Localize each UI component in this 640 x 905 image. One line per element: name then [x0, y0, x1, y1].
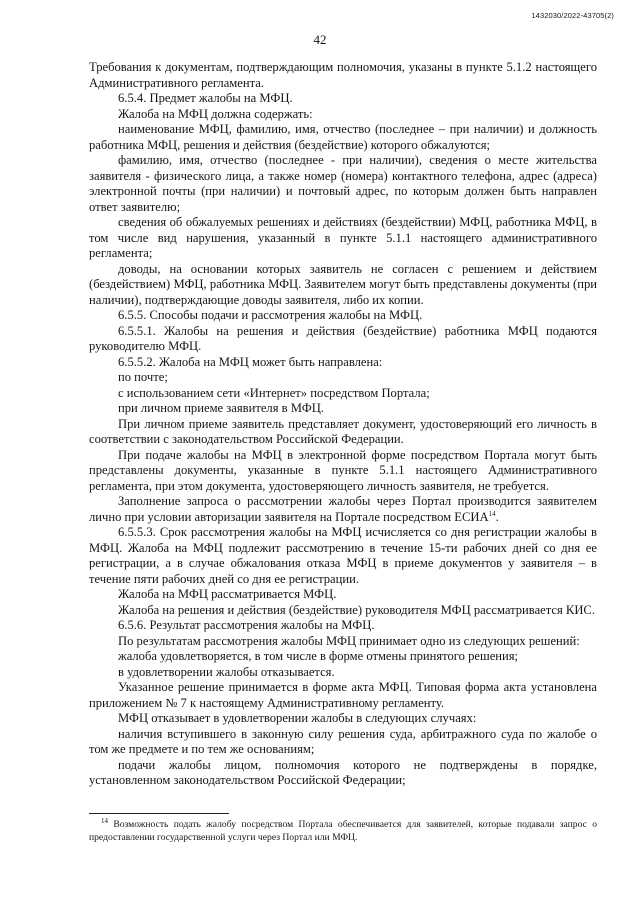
paragraph	[89, 60, 597, 91]
paragraph	[89, 603, 597, 619]
paragraph-text: По результатам рассмотрения жалобы МФЦ принимает одно из следующих решений:	[118, 633, 580, 648]
paragraph	[89, 665, 597, 681]
paragraph-text: 6.5.5.3. Срок рассмотрения жалобы на МФЦ исчисляется со дня регистрации жалобы в МФЦ. Жалоба на МФЦ подлежит рассмотрению в течение 15-ти рабочих дней со дня ее регистрации, а в случае обжалования отказа МФЦ в приеме документов у заявителя – в течение пяти рабочих дней со дня ее регистрации.	[89, 525, 597, 586]
paragraph-text: фамилию, имя, отчество (последнее - при наличии), сведения о месте жительства заявителя - физического лица, а также номер (номера) контактного телефона, адрес (адреса) электронной почты (при наличии) и почтовый адрес, по которым должен быть направлен ответ заявителю;	[89, 153, 597, 214]
paragraph	[89, 494, 597, 525]
paragraph	[89, 215, 597, 262]
paragraph-text: 6.5.5. Способы подачи и рассмотрения жалобы на МФЦ.	[118, 308, 423, 322]
paragraph	[89, 680, 597, 711]
paragraph-text: 6.5.4. Предмет жалобы на МФЦ.	[118, 91, 293, 105]
document-body	[89, 60, 597, 789]
paragraph-text: Жалоба на МФЦ должна содержать:	[118, 106, 313, 121]
paragraph-text: доводы, на основании которых заявитель не согласен с решением и действием (бездействием) МФЦ, работника МФЦ. Заявителем могут быть представлены документы (при наличии), подтверждающие доводы заявителя, либо их копии.	[89, 261, 597, 307]
paragraph-text: 6.5.6. Результат рассмотрения жалобы на МФЦ.	[118, 618, 375, 632]
paragraph	[89, 417, 597, 448]
document-id: 1432030/2022-43705(2)	[531, 11, 614, 20]
paragraph	[89, 401, 597, 417]
paragraph	[89, 370, 597, 386]
paragraph-text: при личном приеме заявителя в МФЦ.	[118, 401, 324, 415]
paragraph	[89, 308, 597, 324]
paragraph-text: подачи жалобы лицом, полномочия которого не подтверждены в порядке, установленном законодательством Российской Федерации;	[89, 757, 597, 787]
paragraph-text: МФЦ отказывает в удовлетворении жалобы в следующих случаях:	[118, 711, 477, 725]
paragraph-text-tail: .	[495, 509, 499, 524]
paragraph	[89, 618, 597, 634]
paragraph-text: жалоба удовлетворяется, в том числе в форме отмены принятого решения;	[118, 649, 519, 663]
paragraph	[89, 634, 597, 650]
paragraph-text: Жалоба на МФЦ рассматривается МФЦ.	[118, 587, 337, 601]
footnote-reference: 14	[488, 509, 496, 518]
paragraph-text: в удовлетворении жалобы отказывается.	[118, 664, 335, 679]
paragraph	[89, 525, 597, 587]
paragraph-text: сведения об обжалуемых решениях и действиях (бездействии) МФЦ, работника МФЦ, в том числе вид нарушения, указанный в пункте 5.1.1 настоящего административного регламента;	[89, 215, 597, 260]
paragraph-text: Требования к документам, подтверждающим полномочия, указаны в пункте 5.1.2 настоящего Административного регламента.	[89, 60, 597, 90]
paragraph	[89, 758, 597, 789]
paragraph-text: по почте;	[118, 370, 168, 384]
paragraph-text: 6.5.5.1. Жалобы на решения и действия (бездействие) работника МФЦ подаются руководителю МФЦ.	[89, 323, 597, 353]
paragraph	[89, 107, 597, 123]
paragraph-text: наименование МФЦ, фамилию, имя, отчество (последнее – при наличии) и должность работника МФЦ, решения и действия (бездействие) которого обжалуются;	[89, 122, 597, 152]
paragraph	[89, 355, 597, 371]
paragraph-text: При личном приеме заявитель представляет документ, удостоверяющий его личность в соответствии с законодательством Российской Федерации.	[89, 416, 597, 446]
paragraph	[89, 587, 597, 603]
paragraph-text: наличия вступившего в законную силу решения суда, арбитражного суда по жалобе о том же предмете и по тем же основаниям;	[89, 726, 597, 756]
paragraph	[89, 153, 597, 215]
paragraph-text: 6.5.5.2. Жалоба на МФЦ может быть направлена:	[118, 354, 383, 369]
footnote-text: Возможность подать жалобу посредством Портала обеспечивается для заявителей, которые подавали запрос о предоставлении государственной услуги через Портал или МФЦ.	[89, 819, 597, 843]
paragraph	[89, 711, 597, 727]
paragraph	[89, 386, 597, 402]
paragraph	[89, 448, 597, 495]
paragraph	[89, 324, 597, 355]
paragraph	[89, 122, 597, 153]
paragraph	[89, 262, 597, 309]
paragraph-text: Жалоба на решения и действия (бездействие) руководителя МФЦ рассматривается КИС.	[118, 602, 595, 617]
paragraph	[89, 727, 597, 758]
footnote	[89, 818, 597, 844]
footnote-marker: 14	[101, 816, 108, 825]
paragraph	[89, 91, 597, 107]
paragraph-text: Заполнение запроса о рассмотрении жалобы через Портал производится заявителем лично при условии авторизации заявителя на Портале посредством ЕСИА	[89, 494, 597, 524]
paragraph-text: Указанное решение принимается в форме акта МФЦ. Типовая форма акта установлена приложением № 7 к настоящему Административному регламенту.	[89, 680, 597, 710]
paragraph	[89, 649, 597, 665]
paragraph-text: При подаче жалобы на МФЦ в электронной форме посредством Портала могут быть представлены документы, указанные в пункте 5.1.1 настоящего Административного регламента, при этом документа, удостоверяющего личность заявителя, не требуется.	[89, 447, 597, 493]
page-number: 42	[313, 32, 327, 47]
footnote-divider	[89, 813, 229, 814]
paragraph-text: с использованием сети «Интернет» посредством Портала;	[118, 385, 430, 400]
